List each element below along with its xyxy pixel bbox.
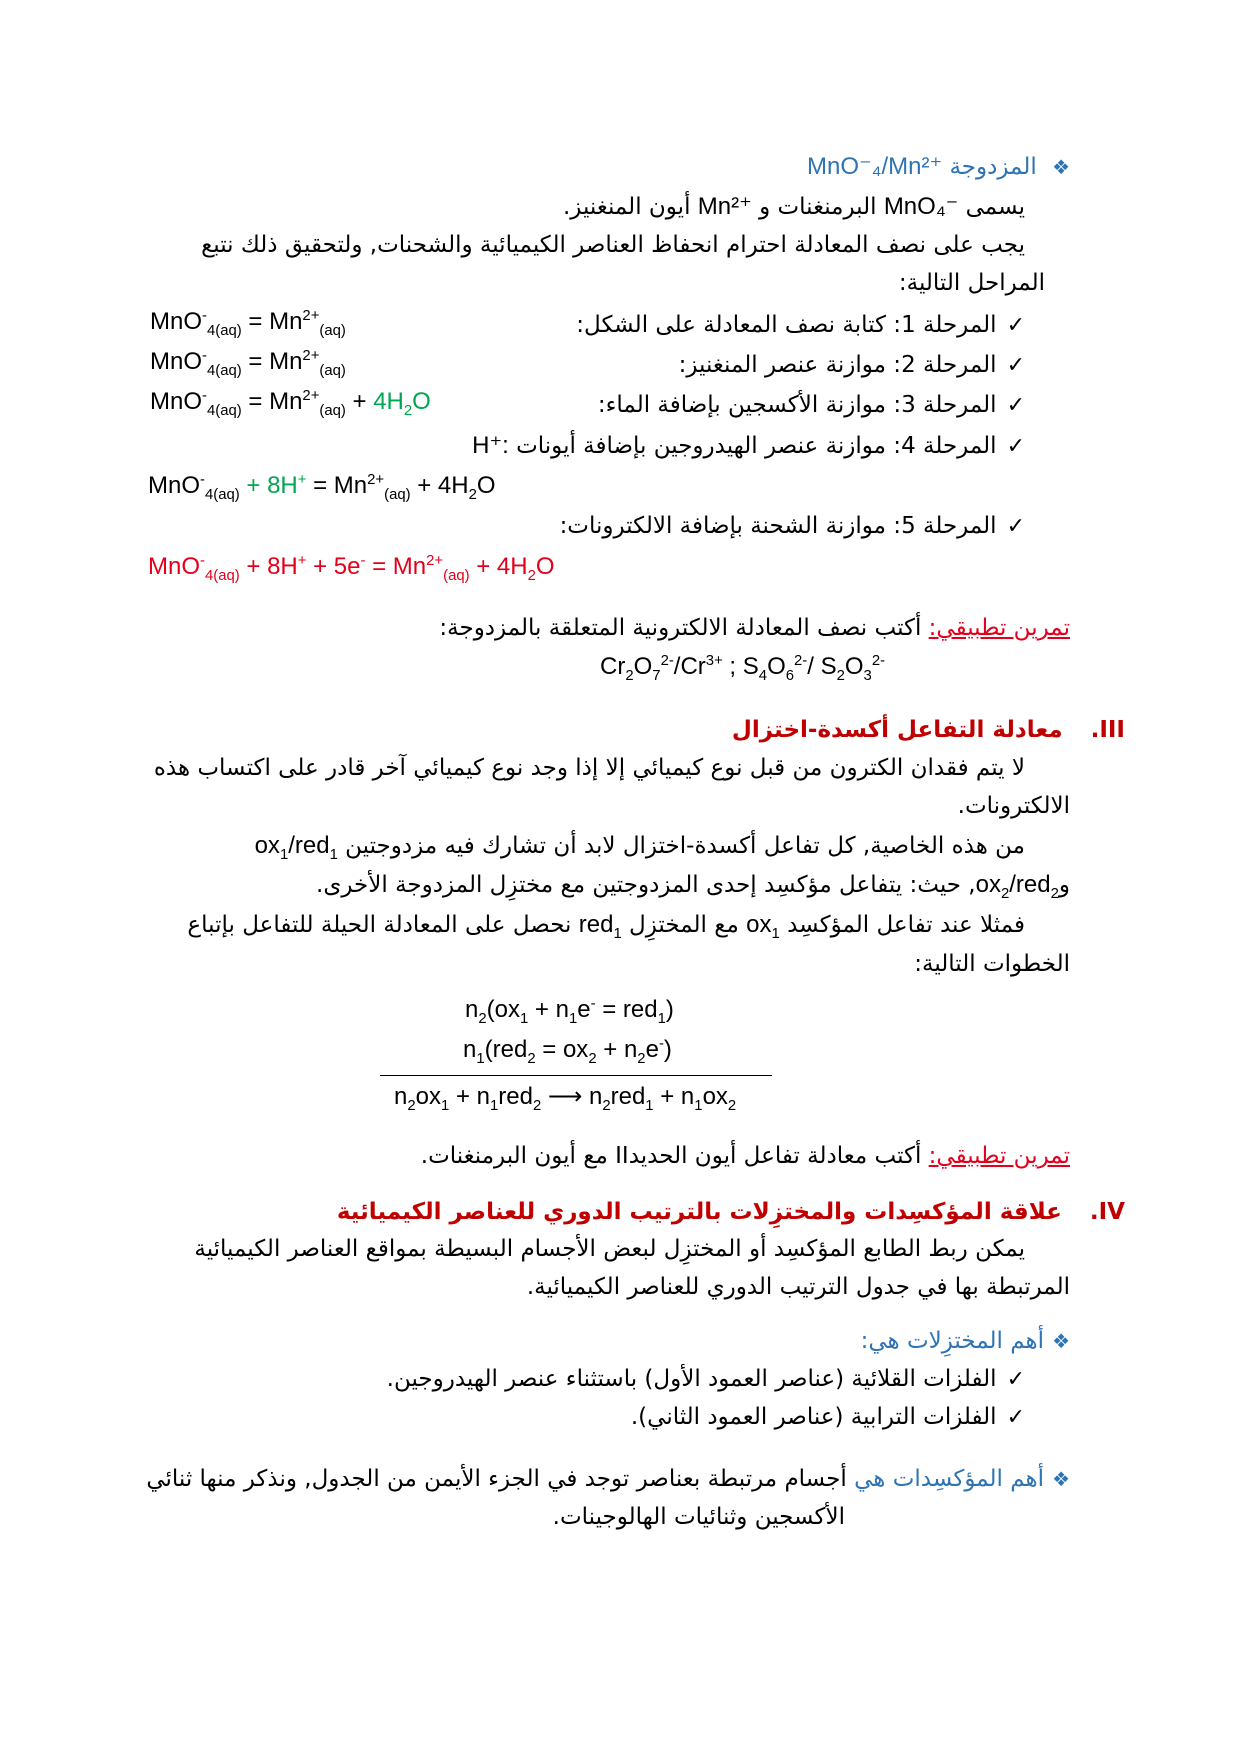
step-3: [465, 387, 1025, 424]
step-3-label: المرحلة 3: موازنة الأكسجين بإضافة الماء:: [597, 392, 997, 418]
step-2: [465, 347, 1025, 384]
step-4-label: المرحلة 4: موازنة عنصر الهيدروجين بإضافة أيونات: [516, 433, 997, 459]
check-icon: ✓: [1006, 393, 1025, 418]
diamond-bullet-icon: ❖: [1052, 1467, 1070, 1491]
exercise-1-text: أكتب نصف المعادلة الالكترونية المتعلقة بالمزدوجة:: [439, 615, 922, 641]
reducers-heading: [170, 1323, 1070, 1360]
step-4-equation: $MnO^-_{4(aq)} + 8H^+ = Mn^{2+}_{(aq)} + 4H_2O$: [148, 472, 496, 503]
naming-line: [125, 188, 1025, 226]
exercise-2: [170, 1138, 1070, 1175]
section-3-p1-line2: الالكترونات.: [957, 793, 1070, 819]
section-4-numeral: .IV: [1089, 1199, 1125, 1225]
couple-heading-formula: MnO⁻₄/Mn²⁺: [807, 153, 943, 180]
section-4-heading: [165, 1194, 1125, 1231]
check-icon: ✓: [1006, 353, 1025, 378]
check-icon: ✓: [1006, 313, 1025, 338]
naming-mno4: MnO₄⁻: [883, 193, 959, 220]
oxidizers-text-1: أجسام مرتبطة بعناصر توجد في الجزء الأيمن من الجدول, ونذكر منها ثنائي: [146, 1466, 847, 1492]
section-3-p2-and: و: [1058, 872, 1070, 898]
section-4-p1-line2: المرتبطة بها في جدول الترتيب الدوري للعناصر الكيميائية.: [526, 1274, 1070, 1300]
step-1-equation: $MnO^-_{4(aq)} = Mn^{2+}_{(aq)}$: [150, 308, 346, 339]
exercise-2-text: أكتب معادلة تفاعل أيون الحديدII مع أيون البرمنغنات.: [420, 1143, 922, 1169]
couple-1-formula: $ox_1/red_1$: [254, 832, 338, 863]
step-4-added-protons: + 8H+: [246, 472, 307, 499]
diamond-bullet-icon: ❖: [1052, 155, 1070, 179]
sum-divider: [380, 1075, 772, 1076]
naming-text-1: يسمى: [965, 194, 1025, 220]
section-3-p2-text: من هذه الخاصية, كل تفاعل أكسدة-اختزال لابد أن تشارك فيه مزدوجتين: [345, 833, 1025, 859]
section-3-p3-text-a: فمثلا عند تفاعل المؤكسِد: [787, 912, 1025, 938]
check-icon: ✓: [1006, 434, 1025, 459]
couple-heading: [170, 148, 1070, 186]
step-4: [125, 427, 1025, 465]
step-5-label: المرحلة 5: موازنة الشحنة بإضافة الالكترونات:: [559, 513, 997, 539]
section-3-numeral: .III: [1090, 717, 1125, 743]
section-3-p1-line1: لا يتم فقدان الكترون من قبل نوع كيميائي إلا إذا وجد نوع كيميائي آخر قادر على اكتساب هذه: [153, 755, 1025, 781]
diamond-bullet-icon: ❖: [1052, 1329, 1070, 1353]
exercise-1-couples: $Cr_2O_7^{2-}/Cr^{3+}$ ; $S_4O_6^{2-}/$ $S_2O_3^{2-}$: [600, 653, 886, 684]
couple-heading-label: المزدوجة: [949, 154, 1037, 180]
step-1: [465, 307, 1025, 344]
section-4-title: علاقة المؤكسِدات والمختزِلات بالترتيب الدوري للعناصر الكيميائية: [336, 1199, 1062, 1225]
combination-eq-1: $n_2(ox_1 + n_1e^- = red_1)$: [465, 996, 674, 1027]
combination-eq-2: $n_1(red_2 = ox_2 + n_2e^-)$: [463, 1036, 672, 1067]
section-3-heading: [165, 712, 1125, 749]
naming-mn: Mn²⁺: [697, 193, 752, 220]
step-3-added-water: $4H_2O$: [373, 388, 431, 419]
naming-text-2: البرمنغنات و: [759, 194, 877, 220]
check-icon: ✓: [1006, 514, 1025, 539]
exercise-1: [170, 610, 1070, 647]
exercise-1-tag: تمرين تطبيقي:: [928, 615, 1070, 641]
section-3-p3-line2: الخطوات التالية:: [914, 951, 1070, 977]
combination-eq-result: $n_2ox_1 + n_1red_2$ ⟶ $n_2red_1 + n_1ox_2$: [394, 1083, 737, 1114]
step-3-equation: $MnO^-_{4(aq)} = Mn^{2+}_{(aq)} + 4H_2O$: [150, 388, 431, 419]
reducer-item-1-text: الفلزات القلائية (عناصر العمود الأول) باستثناء عنصر الهيدروجين.: [386, 1366, 997, 1392]
reaction-arrow-icon: ⟶: [547, 1083, 583, 1110]
step-5: [125, 508, 1025, 545]
couple-2-formula: $ox_2/red_2$: [975, 871, 1059, 902]
step-4-ion: H⁺:: [472, 432, 509, 459]
step-5-equation: $MnO^-_{4(aq)} + 8H^+ + 5e^- = Mn^{2+}_{(aq)} + 4H_2O$: [148, 553, 555, 584]
step-2-equation: $MnO^-_{4(aq)} = Mn^{2+}_{(aq)}$: [150, 348, 346, 379]
reducer-item-2-text: الفلزات الترابية (عناصر العمود الثاني).: [630, 1404, 997, 1430]
section-3-p2-text-2: , حيث: يتفاعل مؤكسِد إحدى المزدوجتين مع مختزِل المزدوجة الأخرى.: [316, 872, 976, 898]
naming-text-3: أيون المنغنيز.: [562, 194, 691, 220]
step-1-label: المرحلة 1: كتابة نصف المعادلة على الشكل:: [576, 312, 997, 338]
oxidizers-line-2: الأكسجين وثنائيات الهالوجينات.: [552, 1504, 845, 1530]
reducer-item-1: [125, 1361, 1025, 1398]
section-4-p1-line1: يمكن ربط الطابع المؤكسِد أو المختزِل لبعض الأجسام البسيطة بمواقع العناصر الكيميائية: [194, 1236, 1025, 1262]
step-2-label: المرحلة 2: موازنة عنصر المنغنيز:: [678, 352, 997, 378]
check-icon: ✓: [1006, 1367, 1025, 1392]
reductant-1-formula: red$_1$: [578, 911, 622, 942]
reducer-item-2: [125, 1399, 1025, 1436]
section-3-p3-text-c: نحصل على المعادلة الحيلة للتفاعل بإتباع: [187, 912, 572, 938]
oxidant-1-formula: $ox_1$: [746, 911, 780, 942]
section-3-p3-text-b: مع المختزِل: [629, 912, 739, 938]
rule-line-2: المراحل التالية:: [898, 270, 1045, 296]
reducers-heading-text: أهم المختزِلات هي:: [860, 1328, 1045, 1354]
section-3-title: معادلة التفاعل أكسدة-اختزال: [731, 717, 1063, 743]
oxidizers-heading: أهم المؤكسِدات هي: [854, 1466, 1045, 1492]
rule-line-1: يجب على نصف المعادلة احترام انحفاظ العناصر الكيميائية والشحنات, ولتحقيق ذلك نتبع: [201, 232, 1025, 258]
check-icon: ✓: [1006, 1405, 1025, 1430]
oxidizers-line-1: [110, 1461, 1070, 1498]
exercise-2-tag: تمرين تطبيقي:: [928, 1143, 1070, 1169]
